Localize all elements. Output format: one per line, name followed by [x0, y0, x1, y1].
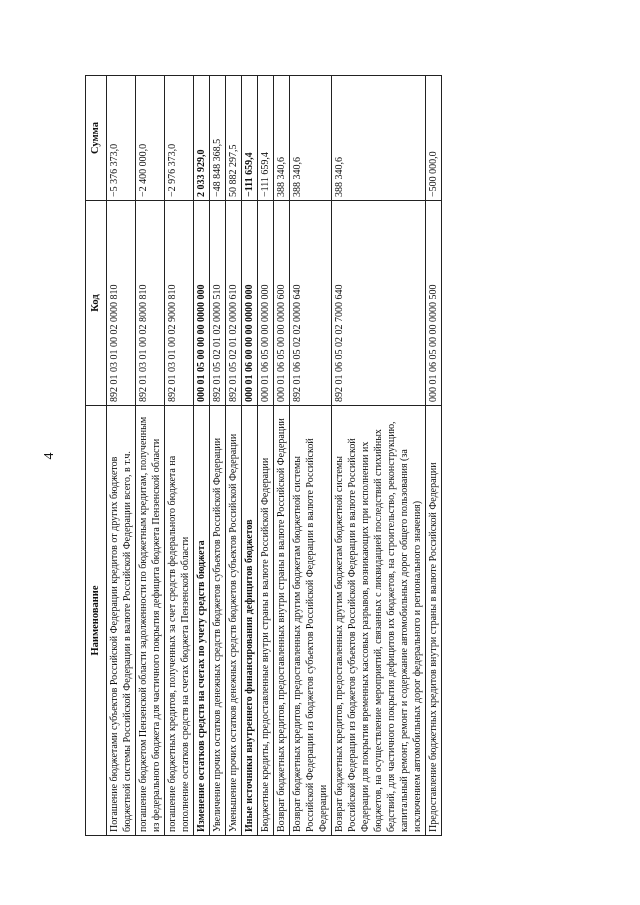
row-sum-cell: 388 340,6	[273, 76, 289, 201]
row-sum-cell: −5 376 373,0	[106, 76, 135, 201]
row-name-cell: Возврат бюджетных кредитов, предоставленных внутри страны в валюте Российской Федерации	[273, 406, 289, 836]
row-code-cell: 000 01 06 05 00 00 0000 500	[425, 201, 441, 406]
table-row	[209, 76, 225, 836]
row-code-cell: 000 01 06 05 00 00 0000 600	[273, 201, 289, 406]
table-row	[225, 76, 241, 836]
header-sum: Сумма	[86, 76, 107, 201]
table-row	[273, 76, 289, 836]
row-code-cell: 000 01 05 00 00 00 0000 000	[193, 201, 209, 406]
row-name-cell: Бюджетные кредиты, предоставленные внутри страны в валюте Российской Федерации	[257, 406, 273, 836]
row-sum-cell: 388 340,6	[289, 76, 331, 201]
row-code-cell: 892 01 06 05 02 02 0000 640	[289, 201, 331, 406]
table-body	[106, 76, 441, 836]
row-code-cell: 892 01 06 05 02 02 7000 640	[331, 201, 425, 406]
row-sum-cell: 50 882 297,5	[225, 76, 241, 201]
table-header-row	[86, 76, 107, 836]
row-code-cell: 892 01 05 02 01 02 0000 610	[225, 201, 241, 406]
table-row	[106, 76, 135, 836]
table-row	[425, 76, 441, 836]
row-name-cell: Иные источники внутреннего финансирования дефицитов бюджетов	[241, 406, 257, 836]
table-row	[193, 76, 209, 836]
row-name-cell: Изменение остатков средств на счетах по учету средств бюджета	[193, 406, 209, 836]
row-sum-cell: −2 400 000,0	[135, 76, 164, 201]
row-code-cell: 000 01 06 00 00 00 0000 000	[241, 201, 257, 406]
row-name-cell: погашение бюджетных кредитов, полученных за счет средств федерального бюджета на пополнение остатков средств на счетах бюджета Пензенской области	[164, 406, 193, 836]
row-name-cell: Возврат бюджетных кредитов, предоставленных другим бюджетам бюджетной системы Российской Федерации из бюджетов субъектов Российской Федерации в валюте Российской Федерации	[289, 406, 331, 836]
table-row	[289, 76, 331, 836]
table-row	[241, 76, 257, 836]
row-code-cell: 892 01 03 01 00 02 8000 810	[135, 201, 164, 406]
table-container	[85, 76, 540, 836]
row-name-cell: Уменьшение прочих остатков денежных средств бюджетов субъектов Российской Федерации	[225, 406, 241, 836]
row-sum-cell: 2 033 929,0	[193, 76, 209, 201]
row-code-cell: 892 01 03 01 00 02 9000 810	[164, 201, 193, 406]
row-code-cell: 000 01 06 05 00 00 0000 000	[257, 201, 273, 406]
table-row	[164, 76, 193, 836]
row-name-cell: погашение бюджетом Пензенской области задолженности по бюджетным кредитам, полученным из федерального бюджета для частичного покрытия дефицита бюджета Пензенской области	[135, 406, 164, 836]
table-row	[135, 76, 164, 836]
row-sum-cell: −500 000,0	[425, 76, 441, 201]
row-name-cell: Погашение бюджетами субъектов Российской Федерации кредитов от других бюджетов бюджетной системы Российской Федерации в валюте Российской Федерации всего, в т.ч.	[106, 406, 135, 836]
row-name-cell: Увеличение прочих остатков денежных средств бюджетов субъектов Российской Федерации	[209, 406, 225, 836]
row-sum-cell: −111 659,4	[241, 76, 257, 201]
row-name-cell: Предоставление бюджетных кредитов внутри страны в валюте Российской Федерации	[425, 406, 441, 836]
row-sum-cell: 388 340,6	[331, 76, 425, 201]
row-sum-cell: −111 659,4	[257, 76, 273, 201]
page-number: 4	[42, 452, 57, 460]
header-code: Код	[86, 201, 107, 406]
row-name-cell: Возврат бюджетных кредитов, предоставленных другим бюджетам бюджетной системы Российской Федерации из бюджетов субъектов Российской Федерации в валюте Российской Федерации для покрытия временных кассовых разрывов, возникающих при исполнении их бюджетов, на осуществление мероприятий, связанных с ликвидацией последствий стихийных бедствий, для частичного покрытия дефицитов их бюджетов, на строительство, реконструкцию, капитальный ремонт, ремонт и содержание автомобильных дорог общего пользования (за исключением автомобильных дорог федерального и регионального значения)	[331, 406, 425, 836]
financing-sources-table	[85, 75, 442, 836]
row-code-cell: 892 01 03 01 00 02 0000 810	[106, 201, 135, 406]
table-row	[331, 76, 425, 836]
header-name: Наименование	[86, 406, 107, 836]
row-code-cell: 892 01 05 02 01 02 0000 510	[209, 201, 225, 406]
row-sum-cell: −48 848 368,5	[209, 76, 225, 201]
row-sum-cell: −2 976 373,0	[164, 76, 193, 201]
table-row	[257, 76, 273, 836]
